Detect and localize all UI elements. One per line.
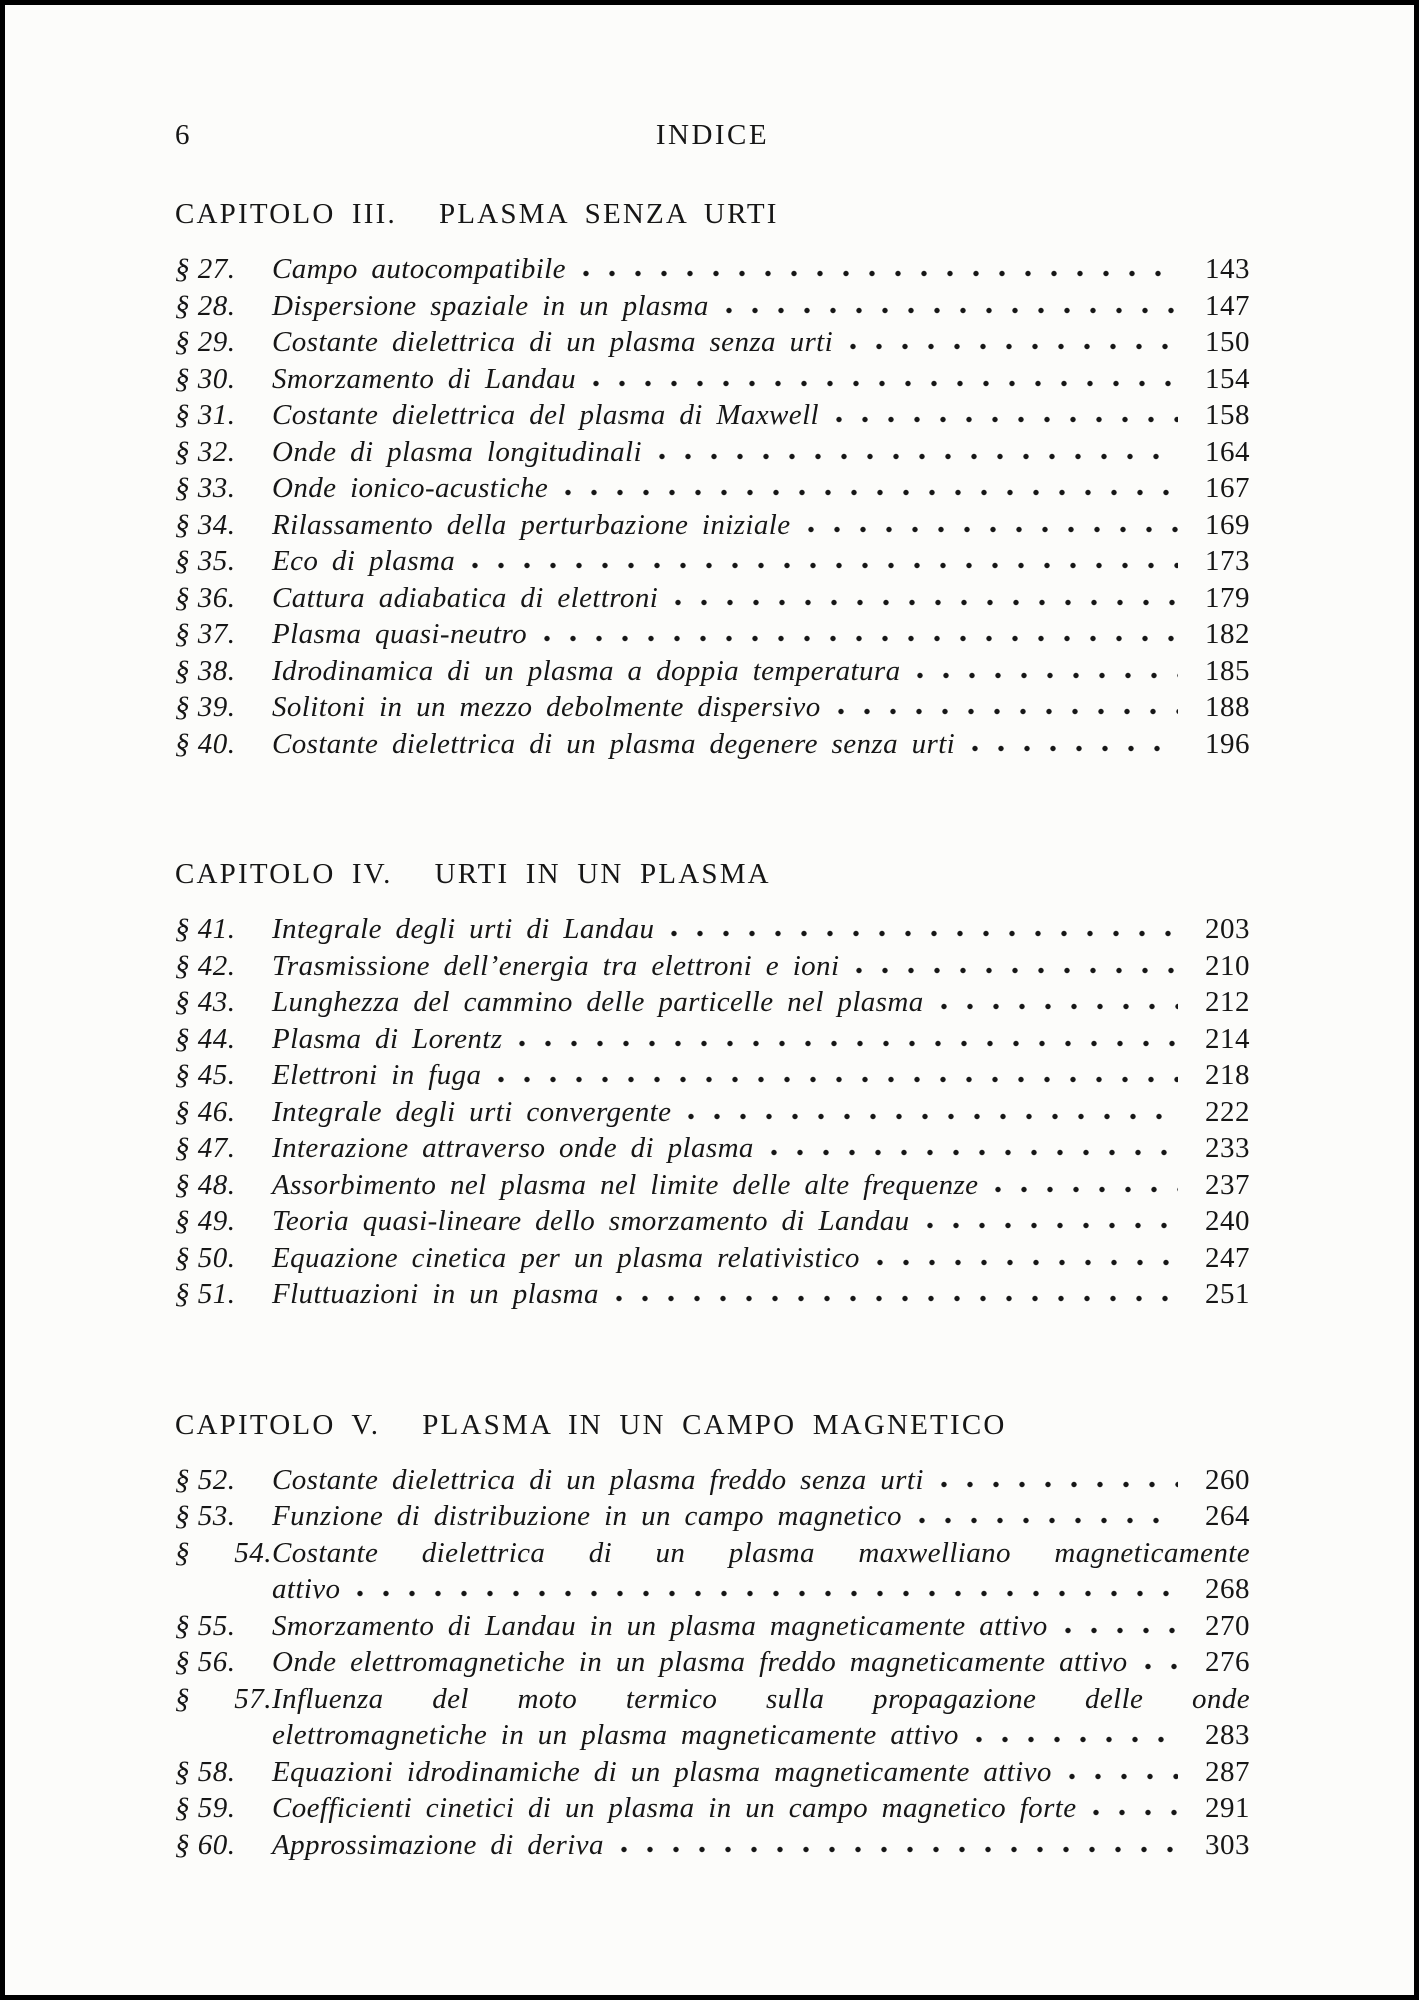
- chapters: [175, 196, 1250, 1863]
- toc-entry: [175, 361, 1250, 398]
- entry-title: Equazioni idrodinamiche di un plasma magneticamente attivo: [272, 1755, 1052, 1788]
- entry-title: Equazione cinetica per un plasma relativistico: [272, 1241, 860, 1274]
- entry-title: Plasma quasi-neutro: [272, 618, 527, 650]
- entry-page-number: 283: [1205, 1719, 1250, 1751]
- dot-leader: [975, 1735, 1178, 1744]
- entry-title: Teoria quasi-lineare dello smorzamento di Landau: [272, 1205, 910, 1237]
- section-label: § 40.: [175, 727, 236, 760]
- dot-leader: [770, 1148, 1178, 1157]
- dot-leader: [725, 306, 1178, 315]
- section-label: § 55.: [175, 1609, 236, 1642]
- running-head-title: INDICE: [655, 119, 770, 151]
- toc-entry: [175, 288, 1250, 325]
- entry-page-number: 303: [1205, 1828, 1250, 1861]
- toc-entry: [175, 1681, 1250, 1754]
- dot-leader: [940, 1002, 1178, 1011]
- dot-leader: [1068, 1772, 1178, 1781]
- chapter-number: CAPITOLO V.: [175, 1408, 381, 1441]
- dot-leader: [855, 966, 1178, 975]
- entry-page-number: 143: [1205, 253, 1250, 285]
- dot-leader: [849, 342, 1178, 351]
- toc-entry: [175, 470, 1250, 507]
- entry-title: Costante dielettrica di un plasma maxwelliano magneticamente: [272, 1536, 1250, 1569]
- entry-page-number: 251: [1205, 1278, 1250, 1310]
- entry-title: Dispersione spaziale in un plasma: [272, 289, 709, 322]
- entry-title: Campo autocompatibile: [272, 253, 566, 285]
- dot-leader: [615, 1294, 1178, 1303]
- toc-entry: [175, 507, 1250, 544]
- entry-title: Costante dielettrica di un plasma degenere senza urti: [272, 727, 956, 760]
- entry-page-number: 182: [1205, 618, 1250, 650]
- toc-entry: [175, 1827, 1250, 1864]
- dot-leader: [971, 744, 1178, 753]
- section-label: § 56.: [175, 1646, 236, 1678]
- entry-title: Costante dielettrica di un plasma freddo senza urti: [272, 1463, 924, 1496]
- entry-title-continued: elettromagnetiche in un plasma magneticamente attivo: [272, 1719, 959, 1751]
- dot-leader: [497, 1075, 1178, 1084]
- folio-page-number: 6: [175, 119, 190, 151]
- chapter-number: CAPITOLO IV.: [175, 858, 393, 890]
- entry-page-number: 164: [1205, 435, 1250, 468]
- section-label: § 28.: [175, 289, 236, 322]
- entry-title: Rilassamento della perturbazione iniziale: [272, 508, 791, 541]
- section-label: § 58.: [175, 1755, 236, 1788]
- entry-title: Cattura adiabatica di elettroni: [272, 581, 659, 614]
- chapter-entries: [175, 911, 1250, 1313]
- dot-leader: [356, 1589, 1178, 1598]
- section-label: § 31.: [175, 399, 236, 431]
- toc-entry: [175, 1203, 1250, 1240]
- section-label: § 36.: [175, 581, 236, 614]
- toc-entry: [175, 1130, 1250, 1167]
- toc-entry: [175, 1057, 1250, 1094]
- entry-page-number: 167: [1205, 472, 1250, 504]
- entry-page-number: 196: [1205, 727, 1250, 760]
- toc-entry: [175, 1094, 1250, 1131]
- entry-page-number: 270: [1205, 1609, 1250, 1642]
- chapter-number: CAPITOLO III.: [175, 198, 397, 230]
- entry-page-number: 260: [1205, 1463, 1250, 1496]
- entry-title: Trasmissione dell’energia tra elettroni e ioni: [272, 949, 840, 982]
- entry-line-1: [175, 1535, 1250, 1572]
- entry-line-2: [175, 1717, 1250, 1754]
- chapter-title: PLASMA SENZA URTI: [438, 198, 779, 230]
- entry-line-1: [175, 1681, 1250, 1718]
- section-label: § 44.: [175, 1022, 236, 1055]
- toc-entry: [175, 1462, 1250, 1499]
- toc-entry: [175, 543, 1250, 580]
- entry-title: Integrale degli urti di Landau: [272, 913, 655, 945]
- toc-entry: [175, 1021, 1250, 1058]
- entry-title: Eco di plasma: [272, 545, 456, 577]
- entry-page-number: 147: [1205, 289, 1250, 322]
- entry-title: Approssimazione di deriva: [272, 1828, 604, 1861]
- entry-page-number: 233: [1205, 1132, 1250, 1164]
- section-label: § 39.: [175, 691, 236, 723]
- toc-entry: [175, 948, 1250, 985]
- section-label: § 27.: [175, 253, 236, 285]
- section-label: § 47.: [175, 1132, 236, 1164]
- section-label: § 41.: [175, 913, 236, 945]
- chapter-entries: [175, 251, 1250, 762]
- toc-entry: [175, 689, 1250, 726]
- dot-leader: [1092, 1808, 1178, 1817]
- entry-title: Smorzamento di Landau: [272, 362, 576, 395]
- section-label: § 60.: [175, 1828, 236, 1861]
- entry-title: Elettroni in fuga: [272, 1059, 482, 1091]
- dot-leader: [670, 929, 1178, 938]
- toc-entry: [175, 1790, 1250, 1827]
- entry-page-number: 276: [1205, 1646, 1250, 1678]
- entry-page-number: 179: [1205, 581, 1250, 614]
- section-label: § 57.: [175, 1682, 272, 1715]
- entry-title: Lunghezza del cammino delle particelle nel plasma: [272, 986, 924, 1018]
- entry-page-number: 203: [1205, 913, 1250, 945]
- entry-page-number: 158: [1205, 399, 1250, 431]
- dot-leader: [918, 1516, 1178, 1525]
- toc-entry: [175, 984, 1250, 1021]
- toc-entry: [175, 580, 1250, 617]
- dot-leader: [1144, 1662, 1178, 1671]
- dot-leader: [837, 707, 1178, 716]
- toc-entry: [175, 397, 1250, 434]
- section-label: § 30.: [175, 362, 236, 395]
- section-label: § 59.: [175, 1792, 236, 1824]
- toc-entry: [175, 1608, 1250, 1645]
- entry-page-number: 188: [1205, 691, 1250, 723]
- entry-title-continued: attivo: [272, 1573, 341, 1605]
- entry-line-2: [175, 1571, 1250, 1608]
- running-head: [175, 117, 1250, 154]
- entry-page-number: 240: [1205, 1205, 1250, 1237]
- toc-entry: [175, 1276, 1250, 1313]
- toc-entry: [175, 1644, 1250, 1681]
- dot-leader: [620, 1845, 1178, 1854]
- toc-entry: [175, 653, 1250, 690]
- dot-leader: [994, 1185, 1178, 1194]
- entry-title: Plasma di Lorentz: [272, 1022, 503, 1055]
- dot-leader: [564, 488, 1178, 497]
- toc-entry: [175, 1498, 1250, 1535]
- section-label: § 50.: [175, 1241, 236, 1274]
- entry-title: Onde elettromagnetiche in un plasma freddo magneticamente attivo: [272, 1646, 1128, 1678]
- chapter-title: PLASMA IN UN CAMPO MAGNETICO: [422, 1408, 1007, 1441]
- toc-entry: [175, 434, 1250, 471]
- entry-page-number: 150: [1205, 326, 1250, 358]
- entry-title: Assorbimento nel plasma nel limite delle alte frequenze: [272, 1168, 979, 1201]
- section-label: § 35.: [175, 545, 236, 577]
- entry-title: Costante dielettrica di un plasma senza urti: [272, 326, 834, 358]
- entry-title: Influenza del moto termico sulla propagazione delle onde: [272, 1682, 1250, 1715]
- toc-entry: [175, 1535, 1250, 1608]
- entry-page-number: 169: [1205, 508, 1250, 541]
- entry-page-number: 214: [1205, 1022, 1250, 1055]
- entry-title: Solitoni in un mezzo debolmente dispersivo: [272, 691, 821, 723]
- dot-leader: [926, 1221, 1178, 1230]
- section-label: § 42.: [175, 949, 236, 982]
- entry-page-number: 287: [1205, 1755, 1250, 1788]
- dot-leader: [518, 1039, 1178, 1048]
- dot-leader: [807, 525, 1178, 534]
- chapter-block: [175, 1407, 1250, 1864]
- dot-leader: [940, 1480, 1178, 1489]
- section-label: § 32.: [175, 435, 236, 468]
- entry-page-number: 210: [1205, 949, 1250, 982]
- dot-leader: [876, 1258, 1178, 1267]
- dot-leader: [916, 671, 1178, 680]
- entry-page-number: 218: [1205, 1059, 1250, 1091]
- chapter-block: [175, 196, 1250, 762]
- entry-title: Interazione attraverso onde di plasma: [272, 1132, 754, 1164]
- chapter-block: [175, 856, 1250, 1313]
- entry-title: Onde di plasma longitudinali: [272, 435, 642, 468]
- dot-leader: [471, 561, 1178, 570]
- chapter-heading: [175, 1407, 1250, 1444]
- section-label: § 53.: [175, 1500, 236, 1532]
- section-label: § 43.: [175, 986, 236, 1018]
- section-label: § 34.: [175, 508, 236, 541]
- toc-entry: [175, 251, 1250, 288]
- toc-entry: [175, 1240, 1250, 1277]
- entry-title: Smorzamento di Landau in un plasma magneticamente attivo: [272, 1609, 1048, 1642]
- entry-page-number: 247: [1205, 1241, 1250, 1274]
- section-label: § 46.: [175, 1095, 236, 1128]
- dot-leader: [592, 379, 1178, 388]
- section-label: § 38.: [175, 654, 236, 687]
- dot-leader: [582, 269, 1178, 278]
- section-label: § 45.: [175, 1059, 236, 1091]
- entry-title: Fluttuazioni in un plasma: [272, 1278, 599, 1310]
- dot-leader: [835, 415, 1178, 424]
- section-label: § 49.: [175, 1205, 236, 1237]
- dot-leader: [543, 634, 1178, 643]
- chapter-heading: [175, 196, 1250, 233]
- dot-leader: [1064, 1626, 1178, 1635]
- toc-entry: [175, 1167, 1250, 1204]
- toc-entry: [175, 911, 1250, 948]
- dot-leader: [687, 1112, 1178, 1121]
- entry-title: Funzione di distribuzione in un campo magnetico: [272, 1500, 902, 1532]
- chapter-entries: [175, 1462, 1250, 1864]
- entry-page-number: 212: [1205, 986, 1250, 1018]
- entry-page-number: 154: [1205, 362, 1250, 395]
- toc-entry: [175, 324, 1250, 361]
- entry-title: Idrodinamica di un plasma a doppia temperatura: [272, 654, 901, 687]
- entry-page-number: 268: [1205, 1573, 1250, 1605]
- entry-title: Onde ionico-acustiche: [272, 472, 549, 504]
- section-label: § 51.: [175, 1278, 236, 1310]
- entry-title: Costante dielettrica del plasma di Maxwell: [272, 399, 819, 431]
- section-label: § 52.: [175, 1463, 236, 1496]
- chapter-title: URTI IN UN PLASMA: [434, 858, 771, 890]
- section-label: § 48.: [175, 1168, 236, 1201]
- section-label: § 33.: [175, 472, 236, 504]
- entry-page-number: 222: [1205, 1095, 1250, 1128]
- section-label: § 29.: [175, 326, 236, 358]
- dot-leader: [674, 598, 1178, 607]
- section-label: § 37.: [175, 618, 236, 650]
- entry-page-number: 291: [1205, 1792, 1250, 1824]
- toc-entry: [175, 726, 1250, 763]
- entry-page-number: 237: [1205, 1168, 1250, 1201]
- dot-leader: [658, 452, 1178, 461]
- entry-page-number: 264: [1205, 1500, 1250, 1532]
- toc-entry: [175, 1754, 1250, 1791]
- entry-title: Integrale degli urti convergente: [272, 1095, 672, 1128]
- chapter-heading: [175, 856, 1250, 893]
- toc-entry: [175, 616, 1250, 653]
- section-label: § 54.: [175, 1536, 272, 1569]
- entry-title: Coefficienti cinetici di un plasma in un campo magnetico forte: [272, 1792, 1077, 1824]
- entry-page-number: 185: [1205, 654, 1250, 687]
- entry-page-number: 173: [1205, 545, 1250, 577]
